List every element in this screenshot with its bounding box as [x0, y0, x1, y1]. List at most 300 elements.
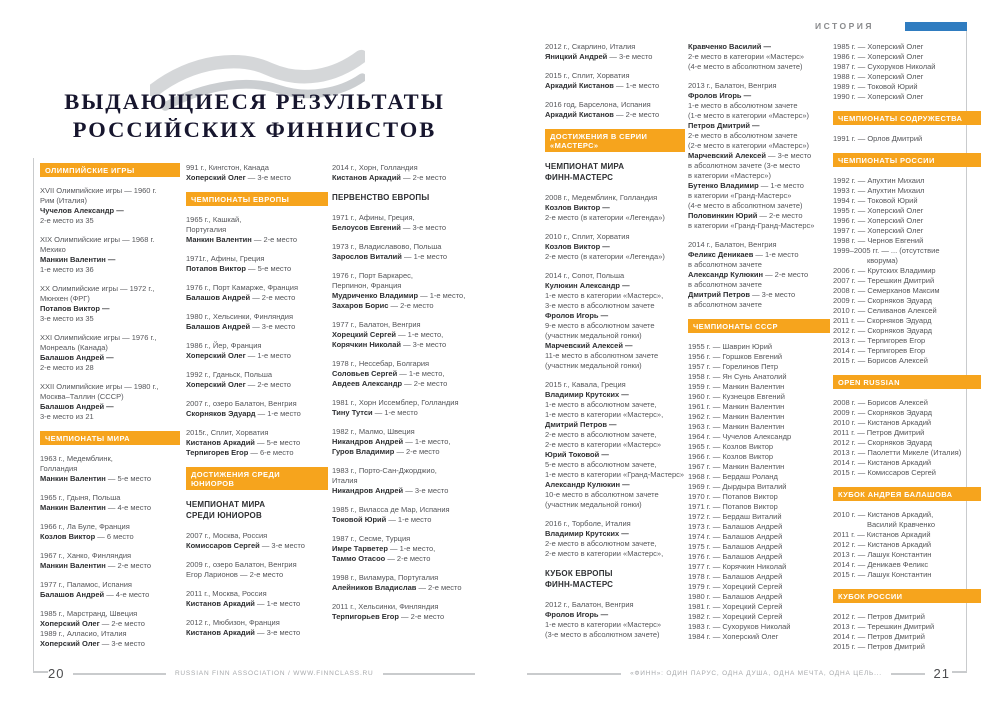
result-entry [332, 466, 477, 496]
result-line: 2009 г. — Скорняков Эдуард [833, 296, 933, 305]
result-entry [332, 320, 477, 350]
result-line: Хорецкий Сергей — 1-е место, [332, 330, 444, 339]
result-line: 2013 г. — Лашук Константин [833, 550, 932, 559]
result-line: 2-е место в абсолютном зачете [688, 131, 798, 140]
result-line: 1996 г. — Хоперский Олег [833, 216, 924, 225]
result-line: Марчевский Алексей — 3-е место [688, 151, 812, 160]
result-line: Зарослов Виталий — 1-е место [332, 252, 448, 261]
result-entry [833, 612, 981, 652]
result-line: 1976 г., Порт Баркарес, [332, 271, 413, 280]
column-junior [332, 163, 477, 631]
result-line: 2015 г. — Борисов Алексей [833, 356, 928, 365]
result-line: (участник медальной гонки) [545, 361, 642, 370]
result-line: 2012 г., Мюбизон, Франция [186, 618, 280, 627]
result-line: 1965 г. — Козлов Виктор [688, 442, 774, 451]
result-line: 2-е место в абсолютном зачете, [545, 430, 657, 439]
result-entry [40, 522, 180, 542]
result-line: 2-е место в категории «Мастерс» [545, 440, 662, 449]
result-line: Терпигорьев Егор — 2-е место [332, 612, 445, 621]
result-line: в абсолютном зачете [688, 260, 762, 269]
result-line: Терпигорев Егор — 6-е место [186, 448, 294, 457]
section-header: ЧЕМПИОНАТЫ СССР [688, 319, 830, 333]
result-line: 1976 г. — Балашов Андрей [688, 552, 783, 561]
result-line: Кистанов Аркадий — 5-е место [186, 438, 301, 447]
result-line: 2013 г. — Терешкин Дмитрий [833, 622, 935, 631]
result-line: 1994 г. — Токовой Юрий [833, 196, 918, 205]
footer-right [527, 666, 950, 681]
result-line: 1961 г. — Манкин Валентин [688, 402, 785, 411]
section-header: ЧЕМПИОНАТЫ ЕВРОПЫ [186, 192, 328, 206]
result-line: 1955 г. — Шаврин Юрий [688, 342, 773, 351]
result-line: Имре Тарветер — 1-е место, [332, 544, 436, 553]
result-line: 1986 г., Йер, Франция [186, 341, 262, 350]
result-line: 1991 г. — Орлов Дмитрий [833, 134, 923, 143]
result-line: Гуров Владимир — 2-е место [332, 447, 440, 456]
result-line: 2008 г. — Семерханов Максим [833, 286, 940, 295]
result-line: 1973 г., Владиславово, Польша [332, 242, 442, 251]
sub-section-header-line: ЧЕМПИОНАТ МИРА [545, 162, 625, 171]
result-entry [833, 176, 981, 366]
result-line: Соловьев Сергей — 1-е место, [332, 369, 445, 378]
result-entry [833, 510, 981, 580]
sub-section-header-line: ЧЕМПИОНАТ МИРА [186, 500, 266, 509]
result-line: 1980 г. — Балашов Андрей [688, 592, 783, 601]
result-line: 1963 г. — Манкин Валентин [688, 422, 785, 431]
result-line: 2010 г., Сплит, Хорватия [545, 232, 630, 241]
result-entry [186, 254, 328, 274]
result-line: Хоперский Олег — 2-е место [186, 380, 291, 389]
section-header: ЧЕМПИОНАТЫ СОДРУЖЕСТВА [833, 111, 981, 125]
result-line: 1967 г., Ханко, Финляндия [40, 551, 132, 560]
result-line: 1982 г., Малмо, Швеция [332, 427, 415, 436]
result-line: Дмитрий Петров — [545, 420, 617, 429]
result-line: 1982 г. — Хорецкий Сергей [688, 612, 783, 621]
result-entry [332, 398, 477, 418]
result-line: 5-е место в абсолютном зачете, [545, 460, 657, 469]
section-header: ОЛИМПИЙСКИЕ ИГРЫ [40, 163, 180, 177]
result-entry [833, 42, 981, 102]
column-olympic [40, 163, 180, 658]
result-line: 1998 г. — Чернов Евгений [833, 236, 924, 245]
result-line: 2014 г. — Деникаев Феликс [833, 560, 929, 569]
result-entry [40, 609, 180, 649]
result-entry [332, 213, 477, 233]
result-entry [186, 399, 328, 419]
result-line: Козлов Виктор — [545, 242, 610, 251]
result-line: Никандров Андрей — 3-е место [332, 486, 449, 495]
footer-rule [527, 673, 621, 675]
result-line: в категории «Гранд-Мастерс» [688, 191, 792, 200]
result-line: Манкин Валентин — 5-е место [40, 474, 151, 483]
result-line: 1957 г. — Горелинов Петр [688, 362, 779, 371]
result-entry [186, 589, 328, 609]
footer-rule [891, 673, 925, 675]
result-line: 2010 г. — Селиванов Алексей [833, 306, 937, 315]
result-entry [186, 163, 328, 183]
page-title-line-2: РОССИЙСКИХ ФИННИСТОВ [72, 117, 437, 142]
result-line: Таммо Отасоо — 2-е место [332, 554, 431, 563]
result-line: Манкин Валентин — 2-е место [186, 235, 297, 244]
result-line: в категории «Гранд-Гранд-Мастерс» [688, 221, 815, 230]
result-line: 2011 г. — Кистанов Аркадий [833, 530, 931, 539]
footer-rule [73, 673, 165, 675]
result-entry [545, 271, 685, 371]
page-number-left: 20 [48, 666, 65, 681]
result-entry [545, 380, 685, 510]
result-line: 1975 г. — Балашов Андрей [688, 542, 783, 551]
sub-section-header-line: СРЕДИ ЮНИОРОВ [186, 511, 262, 520]
result-entry [40, 235, 180, 275]
section-tab [905, 22, 967, 31]
result-line: Балашов Андрей — [40, 353, 114, 362]
footer-text-left: RUSSIAN FINN ASSOCIATION / WWW.FINNCLASS.RU [174, 670, 374, 677]
result-line: 1985 г. — Хоперский Олег [833, 42, 924, 51]
result-line: Владимир Крутских — [545, 529, 629, 538]
result-line: 2011 г., Москва, Россия [186, 589, 267, 598]
result-entry [40, 580, 180, 600]
result-line: Манкин Валентин — 4-е место [40, 503, 151, 512]
result-line: Захаров Борис — 2-е место [332, 301, 434, 310]
result-line: 2012 г., Балатон, Венгрия [545, 600, 634, 609]
result-line: Василий Кравченко [867, 520, 936, 529]
result-line: 2-е место (в категории «Легенда») [545, 213, 665, 222]
result-line: 1-е место из 36 [40, 265, 94, 274]
result-line: Скорняков Эдуард — 1-е место [186, 409, 301, 418]
result-line: Мехико [40, 245, 66, 254]
result-line: 1964 г. — Чучелов Александр [688, 432, 792, 441]
result-line: 2012 г. — Скорняков Эдуард [833, 326, 933, 335]
result-line: 1965 г., Кашкай, [186, 215, 242, 224]
footer-left [48, 666, 475, 681]
result-line: 1995 г. — Хоперский Олег [833, 206, 924, 215]
result-line: 2009 г., озеро Балатон, Венгрия [186, 560, 297, 569]
result-line: Корячкин Николай — 3-е место [332, 340, 447, 349]
result-line: 1967 г. — Манкин Валентин [688, 462, 785, 471]
result-line: Балашов Андрей — 2-е место [186, 293, 296, 302]
result-line: Дмитрий Петров — 3-е место [688, 290, 796, 299]
result-entry [186, 283, 328, 303]
result-line: 2-е место (в категории «Легенда») [545, 252, 665, 261]
result-entry [545, 519, 685, 559]
result-line: Мюнхен (ФРГ) [40, 294, 90, 303]
result-line: 2011 г. — Скорняков Эдуард [833, 316, 932, 325]
result-line: (участник медальной гонки) [545, 500, 642, 509]
result-line: Белоусов Евгений — 3-е место [332, 223, 447, 232]
result-line: 2-е место в категории «Мастерс», [545, 549, 664, 558]
result-line: 1971 г., Афины, Греция, [332, 213, 415, 222]
result-line: 1998 г., Виламура, Португалия [332, 573, 439, 582]
result-line: (1-е место в категории «Мастерс») [688, 111, 810, 120]
result-line: 2-е место из 28 [40, 363, 94, 372]
result-line: Хоперский Олег — 3-е место [186, 173, 291, 182]
result-line: Аркадий Кистанов — 1-е место [545, 81, 660, 90]
result-line: 2007 г., Москва, Россия [186, 531, 268, 540]
page-number-right: 21 [933, 666, 950, 681]
result-line: кворума) [867, 256, 898, 265]
result-line: 1-е место в абсолютном зачете, [545, 400, 657, 409]
column-ussr [688, 42, 830, 651]
result-line: 1987 г. — Сухоруков Николай [833, 62, 936, 71]
result-line: Балашов Андрей — [40, 402, 114, 411]
result-entry [545, 42, 685, 62]
result-entry [332, 271, 477, 311]
result-line: 2-е место в категории «Мастерс» [688, 52, 805, 61]
result-line: (3-е место в абсолютном зачете) [545, 630, 660, 639]
result-line: 2015 г., Кавала, Греция [545, 380, 626, 389]
result-line: 1968 г. — Бердаш Роланд [688, 472, 778, 481]
page-title [32, 88, 477, 144]
result-line: 1981 г. — Хорецкий Сергей [688, 602, 783, 611]
result-line: Балашов Андрей — 3-е место [186, 322, 296, 331]
result-line: 1977 г., Паламос, Испания [40, 580, 132, 589]
left-page-corner-line [33, 671, 48, 673]
result-line: 2015 г. — Лашук Константин [833, 570, 932, 579]
result-line: 2016 год, Барселона, Испания [545, 100, 651, 109]
sub-section-header [545, 161, 685, 183]
result-line: 3-е место в абсолютном зачете [545, 301, 655, 310]
result-line: 1978 г. — Балашов Андрей [688, 572, 783, 581]
result-line: 1989 г., Алласио, Италия [40, 629, 127, 638]
result-line: 1971г., Афины, Греция [186, 254, 265, 263]
result-line: 1969 г. — Дырдыра Виталий [688, 482, 787, 491]
result-line: 2014 г., Сопот, Польша [545, 271, 625, 280]
result-line: Италия [332, 476, 358, 485]
result-line: 3-е место из 21 [40, 412, 94, 421]
result-line: XXII Олимпийские игры — 1980 г., [40, 382, 159, 391]
result-line: XVII Олимпийские игры — 1960 г. [40, 186, 157, 195]
result-line: 2008 г. — Борисов Алексей [833, 398, 928, 407]
result-line: 1959 г. — Манкин Валентин [688, 382, 785, 391]
result-entry [332, 602, 477, 622]
result-line: Козлов Виктор — [545, 203, 610, 212]
result-line: 1965 г., Гдыня, Польша [40, 493, 121, 502]
result-line: Марчевский Алексей — [545, 341, 633, 350]
result-line: Фролов Игорь — [545, 311, 609, 320]
result-line: Кравченко Василий — [688, 42, 771, 51]
result-line: Перпинон, Франция [332, 281, 402, 290]
result-line: 1971 г. — Потапов Виктор [688, 502, 778, 511]
result-line: 1986 г. — Хоперский Олег [833, 52, 924, 61]
result-line: 2013 г., Балатон, Венгрия [688, 81, 777, 90]
result-entry [186, 618, 328, 638]
result-entry [40, 382, 180, 422]
result-line: Хоперский Олег — 3-е место [40, 639, 145, 648]
result-line: Хоперский Олег — 1-е место [186, 351, 291, 360]
result-entry [186, 312, 328, 332]
column-russia [833, 42, 981, 661]
result-line: 1-е место в абсолютном зачете [688, 101, 798, 110]
result-line: Аркадий Кистанов — 2-е место [545, 110, 660, 119]
section-label: ИСТОРИЯ [814, 21, 874, 31]
result-line: 2012 г., Скарлино, Италия [545, 42, 636, 51]
result-line: 1973 г. — Балашов Андрей [688, 522, 783, 531]
result-entry [40, 284, 180, 324]
result-entry [332, 534, 477, 564]
result-line: Чучелов Александр — [40, 206, 124, 215]
section-header: ДОСТИЖЕНИЯ СРЕДИ ЮНИОРОВ [186, 467, 328, 490]
result-line: 2014 г. — Петров Дмитрий [833, 632, 925, 641]
result-line: 1956 г. — Горшков Евгений [688, 352, 783, 361]
result-entry [186, 531, 328, 551]
result-line: 10-е место в абсолютном зачете [545, 490, 659, 499]
result-entry [186, 428, 328, 458]
result-line: (4-е место в абсолютном зачете) [688, 62, 803, 71]
result-line: 1987 г., Сесме, Турция [332, 534, 411, 543]
result-line: 1988 г. — Хоперский Олег [833, 72, 924, 81]
result-line: Никандров Андрей — 1-е место, [332, 437, 451, 446]
section-header: ДОСТИЖЕНИЯ В СЕРИИ «МАСТЕРС» [545, 129, 685, 152]
result-entry [833, 134, 981, 144]
result-line: Балашов Андрей — 4-е место [40, 590, 150, 599]
result-line: Александр Кулюкин — 2-е место [688, 270, 809, 279]
result-line: 1983 г., Порто-Сан-Джорджио, [332, 466, 437, 475]
result-line: 3-е место из 35 [40, 314, 94, 323]
result-line: 1997 г. — Хоперский Олег [833, 226, 924, 235]
result-line: Потапов Виктор — 5-е место [186, 264, 292, 273]
result-line: Рим (Италия) [40, 196, 87, 205]
result-line: 991 г., Кингстон, Канада [186, 163, 269, 172]
result-line: 1-е место в категории «Мастерс», [545, 410, 664, 419]
result-line: 1972 г. — Бердаш Виталий [688, 512, 782, 521]
footer-text-right: «ФИНН»: ОДИН ПАРУС, ОДНА ДУША, ОДНА МЕЧТА, ОДНА ЦЕЛЬ... [630, 670, 882, 677]
result-entry [688, 342, 830, 642]
result-line: 1989 г. — Токовой Юрий [833, 82, 918, 91]
result-line: 2012 г. — Скорняков Эдуард [833, 438, 933, 447]
column-europe [186, 163, 328, 647]
result-line: 2011 г., Хельсинки, Финляндия [332, 602, 439, 611]
result-line: Голландия [40, 464, 78, 473]
result-entry [186, 341, 328, 361]
result-line: Фролов Игорь — [688, 91, 752, 100]
result-entry [332, 242, 477, 262]
result-line: Петров Дмитрий — [688, 121, 760, 130]
result-line: 2010 г. — Кистанов Аркадий, [833, 510, 934, 519]
result-entry [332, 505, 477, 525]
right-page-corner-line [952, 671, 967, 673]
result-line: 2015 г. — Комиссаров Сергей [833, 468, 936, 477]
result-line: 1958 г. — Ян Сунь Анатолий [688, 372, 787, 381]
sub-section-header-line: ФИНН-МАСТЕРС [545, 173, 614, 182]
result-line: 1976 г., Порт Камарже, Франция [186, 283, 299, 292]
result-line: 1-е место в категории «Мастерс», [545, 291, 664, 300]
result-line: 2014 г. — Терпигорев Егор [833, 346, 926, 355]
result-line: 1992 г. — Апухтин Михаил [833, 176, 925, 185]
result-line: в категории «Мастерс») [688, 171, 771, 180]
result-line: 11-е место в абсолютном зачете [545, 351, 659, 360]
result-line: 2011 г. — Петров Дмитрий [833, 428, 925, 437]
result-entry [688, 240, 830, 310]
result-line: Бутенко Владимир — 1-е место [688, 181, 804, 190]
result-line: 2016 г., Торболе, Италия [545, 519, 631, 528]
result-line: 1977 г., Балатон, Венгрия [332, 320, 421, 329]
result-line: 2013 г. — Паолетти Микеле (Италия) [833, 448, 962, 457]
result-entry [833, 398, 981, 478]
section-header: OPEN RUSSIAN [833, 375, 981, 389]
result-entry [40, 551, 180, 571]
result-line: 2013 г. — Терпигорев Егор [833, 336, 926, 345]
result-line: XXI Олимпийские игры — 1976 г., [40, 333, 157, 342]
result-line: Манкин Валентин — 2-е место [40, 561, 151, 570]
result-line: 2010 г. — Кистанов Аркадий [833, 418, 932, 427]
result-line: Александр Кулюкин — [545, 480, 630, 489]
result-entry [545, 232, 685, 262]
result-line: Манкин Валентин — [40, 255, 116, 264]
result-line: 1960 г. — Кузнецов Евгений [688, 392, 785, 401]
result-line: XX Олимпийские игры — 1972 г., [40, 284, 155, 293]
result-entry [40, 454, 180, 484]
result-line: Владимир Крутских — [545, 390, 629, 399]
result-entry [332, 427, 477, 457]
result-entry [186, 215, 328, 245]
result-line: 1977 г. — Корячкин Николай [688, 562, 787, 571]
result-line: 9-е место в абсолютном зачете [545, 321, 655, 330]
result-line: Яницкий Андрей — 3-е место [545, 52, 653, 61]
result-line: 2-е место из 35 [40, 216, 94, 225]
result-line: 1966 г., Ла Буле, Франция [40, 522, 130, 531]
result-line: Авдеев Александр — 2-е место [332, 379, 448, 388]
result-line: Монреаль (Канада) [40, 343, 108, 352]
result-line: 1992 г., Гданьск, Польша [186, 370, 273, 379]
result-line: 1980 г., Хельсинки, Финляндия [186, 312, 294, 321]
result-line: Фролов Игорь — [545, 610, 609, 619]
section-header: ЧЕМПИОНАТЫ РОССИИ [833, 153, 981, 167]
result-line: Егор Ларионов — 2-е место [186, 570, 284, 579]
result-line: 1974 г. — Балашов Андрей [688, 532, 783, 541]
result-line: 1985 г., Виласса де Мар, Испания [332, 505, 450, 514]
result-line: 1-е место в категории «Мастерс» [545, 620, 662, 629]
result-entry [545, 600, 685, 640]
sub-section-header [186, 499, 328, 521]
result-line: 1985 г., Марстранд, Швеция [40, 609, 138, 618]
result-line: в абсолютном зачете (3-е место [688, 161, 801, 170]
result-line: (4-е место в абсолютном зачете) [688, 201, 803, 210]
result-line: Тину Тутси — 1-е место [332, 408, 418, 417]
result-line: XIX Олимпийские игры — 1968 г. [40, 235, 155, 244]
result-line: Кистанов Аркадий — 2-е место [332, 173, 447, 182]
result-entry [332, 359, 477, 389]
result-line: 1984 г. — Хоперский Олег [688, 632, 779, 641]
sub-section-header-line: ПЕРВЕНСТВО ЕВРОПЫ [332, 193, 430, 202]
result-line: Алейников Владислав — 2-е место [332, 583, 462, 592]
result-line: 2007 г., озеро Балатон, Венгрия [186, 399, 297, 408]
result-line: 2014 г., Хорн, Голландия [332, 163, 418, 172]
result-line: 2012 г. — Петров Дмитрий [833, 612, 925, 621]
result-entry [332, 163, 477, 183]
sub-section-header-line: КУБОК ЕВРОПЫ [545, 569, 613, 578]
result-line: 2015г., Сплит, Хорватия [186, 428, 269, 437]
result-line: Половинкин Юрий — 2-е место [688, 211, 803, 220]
result-line: 2009 г. — Скорняков Эдуард [833, 408, 933, 417]
result-entry [545, 193, 685, 223]
section-header: КУБОК АНДРЕЯ БАЛАШОВА [833, 487, 981, 501]
result-entry [186, 560, 328, 580]
left-page-edge-line [33, 158, 34, 672]
result-line: Кистанов Аркадий — 3-е место [186, 628, 301, 637]
result-line: Козлов Виктор — 6 место [40, 532, 134, 541]
result-entry [545, 100, 685, 120]
result-line: Хоперский Олег — 2-е место [40, 619, 145, 628]
footer-rule [383, 673, 475, 675]
sub-section-header [332, 192, 477, 203]
page-title-line-1: ВЫДАЮЩИЕСЯ РЕЗУЛЬТАТЫ [64, 89, 445, 114]
result-line: 2-е место в абсолютном зачете, [545, 539, 657, 548]
result-entry [186, 370, 328, 390]
result-entry [40, 186, 180, 226]
result-line: 1979 г. — Хорецкий Сергей [688, 582, 783, 591]
result-line: 2015 г., Сплит, Хорватия [545, 71, 630, 80]
result-entry [332, 573, 477, 593]
result-line: Токовой Юрий — 1-е место [332, 515, 432, 524]
